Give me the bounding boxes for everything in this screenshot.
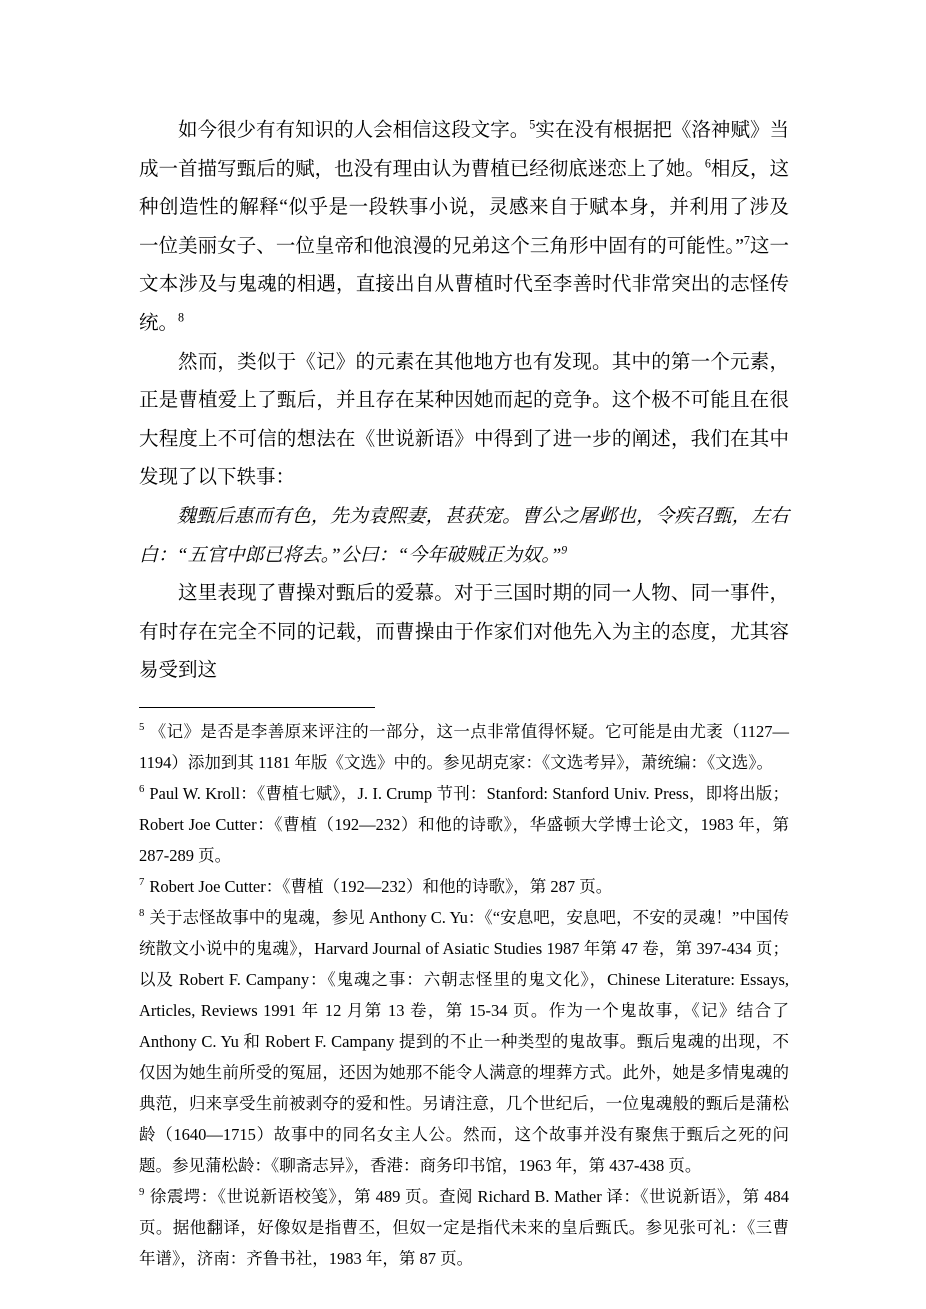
footnote-text: 徐震堮：《世说新语校笺》，第 489 页。查阅 Richard B. Mather 译：《世说新语》，第 484 页。据他翻译，好像奴是指曹丕，但奴一定是指代未来的皇后甄氏。参见张可礼：《三曹年谱》，济南：齐鲁书社，1983 年，第 87 页。 <box>139 1186 789 1268</box>
text-run: 如今很少有有知识的人会相信这段文字。 <box>178 120 530 141</box>
text-run: 这里表现了曹操对甄后的爱慕。对于三国时期的同一人物、同一事件，有时存在完全不同的记载，而曹操由于作家们对他先入为主的态度，尤其容易受到这 <box>139 583 789 682</box>
footnote-reference: 8 <box>178 310 185 325</box>
footnote-text: Paul W. Kroll：《曹植七赋》，J. I. Crump 节刊：Stanford: Stanford Univ. Press，即将出版；Robert Joe Cutter：《曹植（192—232）和他的诗歌》，华盛顿大学博士论文，1983 年，第 287-289 页。 <box>139 783 789 865</box>
quote-paragraph <box>139 498 789 575</box>
footnote-reference: 9 <box>561 543 568 557</box>
body-text <box>139 112 789 691</box>
footnote-number: 5 <box>139 721 145 734</box>
footnote-separator <box>139 707 375 708</box>
footnote-8 <box>139 902 789 1181</box>
footnote-9 <box>139 1181 789 1274</box>
footnote-number: 6 <box>139 783 145 796</box>
footnote-text: 《记》是否是李善原来评注的一部分，这一点非常值得怀疑。它可能是由尤袤（1127—1194）添加到其 1181 年版《文选》中的。参见胡克家：《文选考异》，萧统编：《文选》。 <box>139 721 789 772</box>
body-paragraph-3 <box>139 575 789 691</box>
footnote-6 <box>139 778 789 871</box>
text-run: 相反，这种创造性的解释“似乎是一段轶事小说，灵感来自于赋本身，并利用了涉及一位美丽女子、一位皇帝和他浪漫的兄弟这个三角形中固有的可能性。” <box>139 158 789 257</box>
text-run: 这一文本涉及与鬼魂的相遇，直接出自从曹植时代至李善时代非常突出的志怪传统。 <box>139 235 789 334</box>
footnote-reference: 5 <box>529 117 536 132</box>
footnote-7 <box>139 871 789 902</box>
footnote-number: 8 <box>139 907 145 920</box>
footnote-number: 7 <box>139 876 145 889</box>
body-paragraph-1 <box>139 112 789 344</box>
footnote-text: 关于志怪故事中的鬼魂，参见 Anthony C. Yu：《“安息吧，安息吧，不安的灵魂！”中国传统散文小说中的鬼魂》，Harvard Journal of Asiatic Studies 1987 年第 47 卷，第 397-434 页；以及 Robert F. Campany：《鬼魂之事：六朝志怪里的鬼文化》，Chinese Literature: Essays, Articles, Reviews 1991 年 12 月第 13 卷，第 15-34 页。作为一个鬼故事，《记》结合了 Anthony C. Yu 和 Robert F. Campany 提到的不止一种类型的鬼故事。甄后鬼魂的出现，不仅因为她生前所受的冤屈，还因为她那不能令人满意的埋葬方式。此外，她是多情鬼魂的典范，归来享受生前被剥夺的爱和性。另请注意，几个世纪后，一位鬼魂般的甄后是蒲松龄（1640—1715）故事中的同名女主人公。然而，这个故事并没有聚焦于甄后之死的问题。参见蒲松龄：《聊斋志异》，香港：商务印书馆，1963 年，第 437-438 页。 <box>139 907 789 1175</box>
text-run: 然而，类似于《记》的元素在其他地方也有发现。其中的第一个元素，正是曹植爱上了甄后，并且存在某种因她而起的竞争。这个极不可能且在很大程度上不可信的想法在《世说新语》中得到了进一步的阐述，我们在其中发现了以下轶事： <box>139 351 789 489</box>
footnote-reference: 6 <box>704 156 711 171</box>
footnote-5 <box>139 716 789 778</box>
footnotes-section <box>139 716 789 1274</box>
footnote-number: 9 <box>139 1186 145 1199</box>
footnote-text: Robert Joe Cutter：《曹植（192—232）和他的诗歌》，第 287 页。 <box>149 876 613 896</box>
body-paragraph-2 <box>139 344 789 498</box>
text-run: 魏甄后惠而有色，先为袁熙妻，甚获宠。曹公之屠邺也，令疾召甄，左右白：“五官中郎已将去。”公曰：“今年破贼正为奴。” <box>139 505 789 566</box>
text-run: 实在没有根据把《洛神赋》当成一首描写甄后的赋，也没有理由认为曹植已经彻底迷恋上了她。 <box>139 120 789 180</box>
footnote-reference: 7 <box>743 233 750 248</box>
